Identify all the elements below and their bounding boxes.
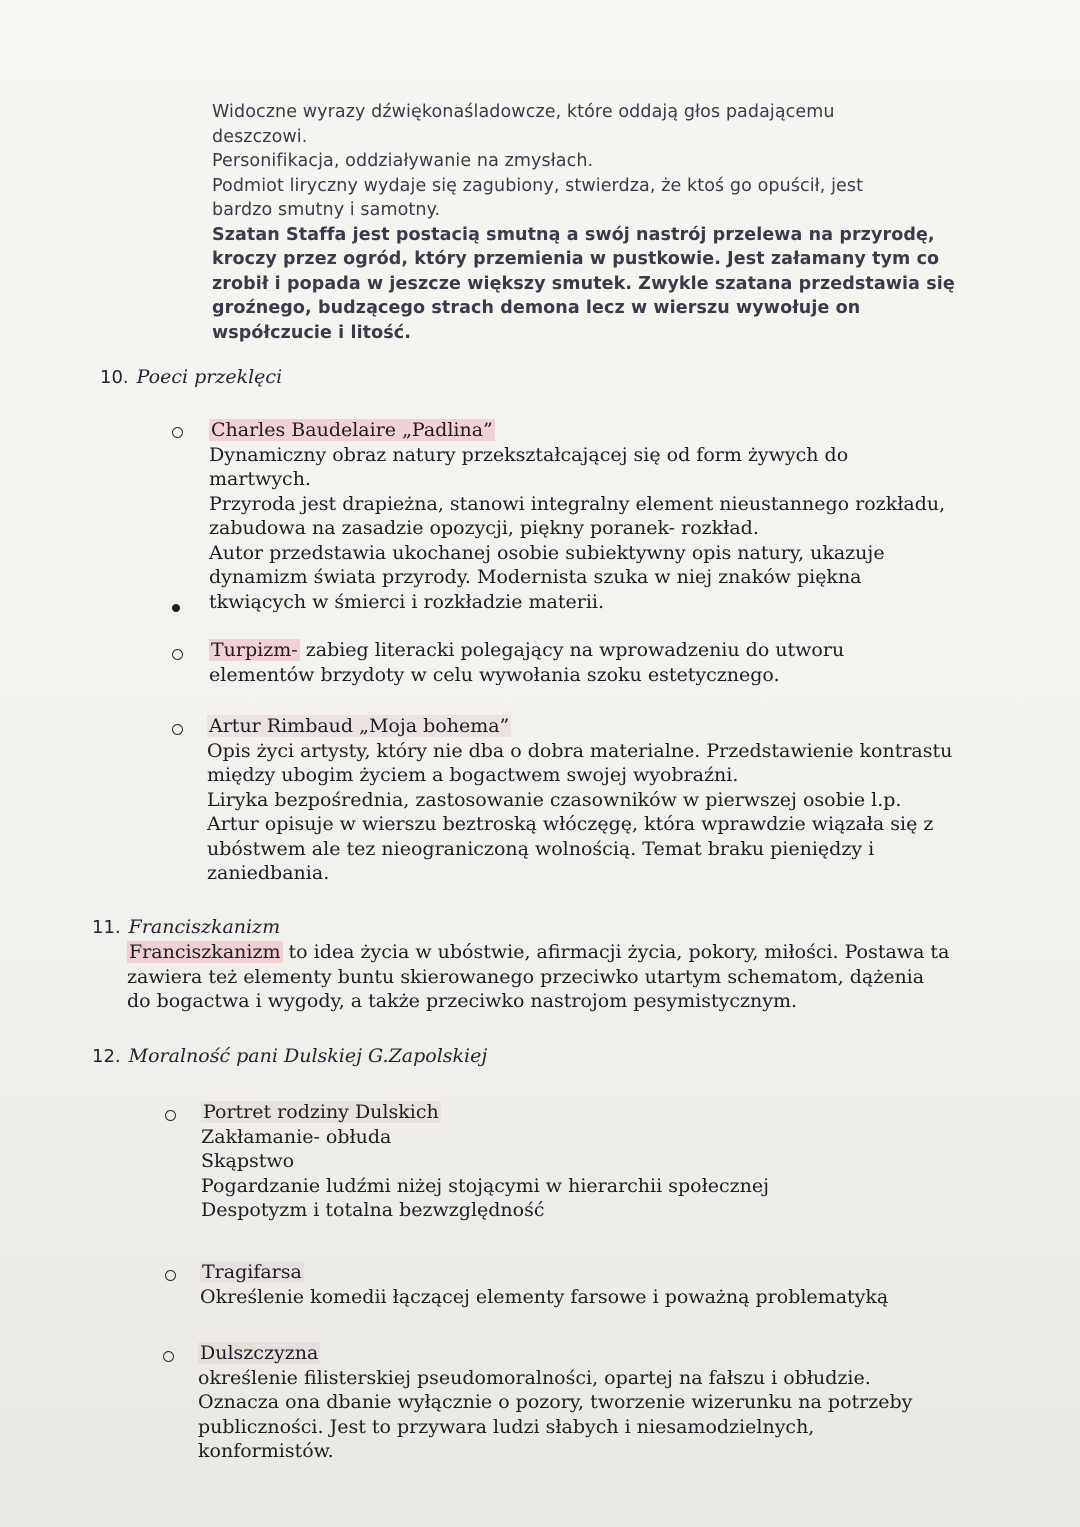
text-line: kroczy przez ogród, który przemienia w pustkowie. Jest załamany tym co [212, 249, 940, 269]
text-line: Autor przedstawia ukochanej osobie subiektywny opis natury, ukazuje [209, 541, 885, 564]
tragifarsa-item [200, 1260, 1020, 1309]
section-10-heading [100, 366, 282, 388]
dulscy-portrait-item [201, 1100, 1021, 1223]
text-line: Zakłamanie- obłuda [201, 1125, 392, 1148]
franciszkanizm-paragraph [127, 940, 1047, 1014]
text-line: bardzo smutny i samotny. [212, 200, 441, 220]
text-line: deszczowi. [212, 126, 308, 147]
section-12-heading [92, 1045, 487, 1067]
baudelaire-item [209, 418, 1009, 614]
text-line: Personifikacja, oddziaływanie na zmysłach. [212, 151, 594, 171]
circle-bullet-icon [172, 649, 183, 660]
text-line: Pogardzanie ludźmi niżej stojącymi w hierarchii społecznej [201, 1174, 769, 1197]
item-title: Portret rodziny Dulskich [203, 1101, 439, 1123]
text-line: zawiera też elementy buntu skierowanego przeciwko utartym schematom, dążenia [127, 965, 925, 988]
rimbaud-item [207, 714, 1027, 886]
section-11-heading [92, 916, 280, 938]
dulszczyzna-item [198, 1341, 1018, 1464]
circle-bullet-icon [163, 1351, 174, 1362]
section-title: Franciszkanizm [128, 916, 281, 938]
text-line: zabudowa na zasadzie opozycji, piękny poranek- rozkład. [209, 517, 759, 539]
text-line: ubóstwem ale tez nieograniczoną wolnością. Temat braku pieniędzy i [207, 837, 875, 860]
text-line: Szatan Staffa jest postacią smutną a swój nastrój przelewa na przyrodę, [212, 224, 935, 245]
section-number: 12. [92, 1046, 121, 1067]
text-line: groźnego, budzącego strach demona lecz w wierszu wywołuje on [212, 298, 861, 318]
top-paragraph [212, 100, 992, 345]
section-title: Poeci przeklęci [136, 366, 283, 388]
section-number: 11. [92, 917, 121, 938]
section-title: Moralność pani Dulskiej G.Zapolskiej [128, 1045, 488, 1067]
text-line: tkwiących w śmierci i rozkładzie materii. [209, 590, 605, 613]
text-line: Podmiot liryczny wydaje się zagubiony, stwierdza, że ktoś go opuścił, jest [212, 175, 864, 196]
text-line: Skąpstwo [201, 1150, 295, 1172]
text-line: współczucie i litość. [212, 322, 411, 343]
text-line: martwych. [209, 468, 311, 490]
text-line: Widoczne wyrazy dźwiękonaśladowcze, które oddają głos padającemu [212, 102, 835, 122]
dot-bullet-icon [172, 604, 180, 612]
text-line: zrobił i popada w jeszcze większy smutek. Zwykle szatana przedstawia się [212, 273, 955, 294]
text-line: to idea życia w ubóstwie, afirmacji życia, pokory, miłości. Postawa ta [282, 941, 950, 963]
text-line: Despotyzm i totalna bezwzględność [201, 1199, 545, 1221]
circle-bullet-icon [165, 1110, 176, 1121]
text-line: Opis życi artysty, który nie dba o dobra materialne. Przedstawienie kontrastu [207, 739, 953, 762]
item-title: Tragifarsa [202, 1261, 302, 1283]
text-line: Przyroda jest drapieżna, stanowi integralny element nieustannego rozkładu, [209, 492, 946, 515]
text-line: publiczności. Jest to przywara ludzi słabych i niesamodzielnych, [198, 1415, 815, 1438]
circle-bullet-icon [165, 1270, 176, 1281]
text-line: Liryka bezpośrednia, zastosowanie czasowników w pierwszej osobie l.p. [207, 788, 902, 811]
turpizm-item [209, 638, 1009, 687]
item-title: Artur Rimbaud „Moja bohema” [209, 715, 510, 737]
text-line: zabieg literacki polegający na wprowadzeniu do utworu [299, 639, 845, 661]
item-term: Turpizm- [211, 639, 298, 661]
item-term: Franciszkanizm [129, 941, 281, 963]
text-line: konformistów. [198, 1440, 334, 1462]
text-line: określenie filisterskiej pseudomoralności, opartej na fałszu i obłudzie. [198, 1366, 871, 1389]
section-number: 10. [100, 367, 129, 388]
text-line: Określenie komedii łączącej elementy farsowe i poważną problematyką [200, 1285, 889, 1308]
text-line: do bogactwa i wygody, a także przeciwko nastrojom pesymistycznym. [127, 990, 798, 1012]
circle-bullet-icon [172, 724, 183, 735]
text-line: zaniedbania. [207, 862, 330, 884]
text-line: Artur opisuje w wierszu beztroską włóczęgę, która wprawdzie wiązała się z [207, 813, 934, 835]
item-title: Charles Baudelaire „Padlina” [211, 419, 493, 441]
text-line: Dynamiczny obraz natury przekształcającej się od form żywych do [209, 443, 849, 466]
text-line: elementów brzydoty w celu wywołania szoku estetycznego. [209, 663, 780, 686]
text-line: między ubogim życiem a bogactwem swojej wyobraźni. [207, 764, 739, 786]
text-line: dynamizm świata przyrody. Modernista szuka w niej znaków piękna [209, 566, 862, 588]
text-line: Oznacza ona dbanie wyłącznie o pozory, tworzenie wizerunku na potrzeby [198, 1391, 913, 1413]
item-title: Dulszczyzna [200, 1342, 319, 1364]
circle-bullet-icon [172, 427, 183, 438]
